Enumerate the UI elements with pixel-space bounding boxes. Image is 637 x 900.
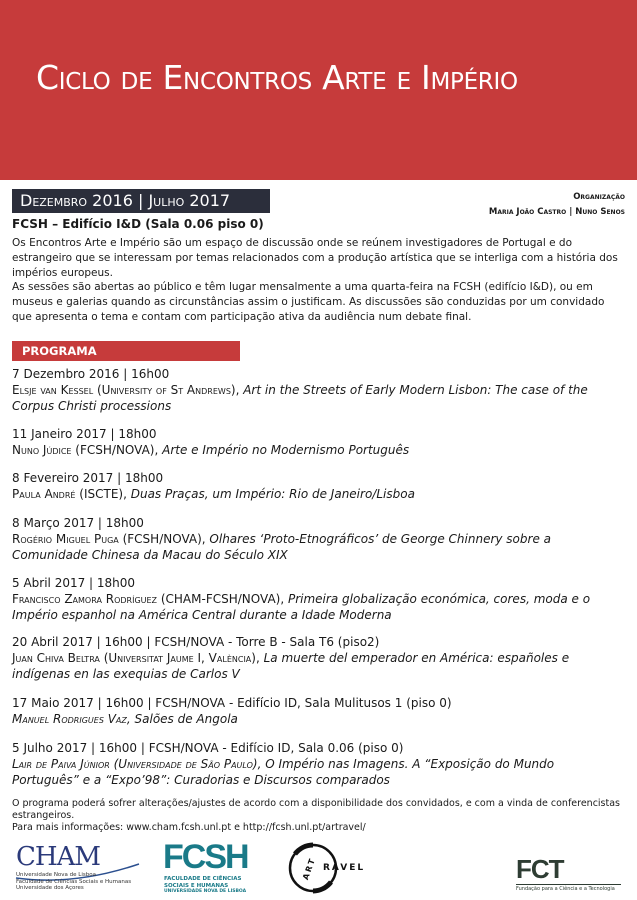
fcsh-logo-name: FCSH [163,838,248,876]
fcsh-line2: SOCIAIS E HUMANAS [164,882,229,889]
session-speaker: Manuel Rodrigues Vaz, [12,712,131,726]
fcsh-logo-text [164,876,246,896]
session-speaker: Elsje van Kessel (University of St Andrews), [12,383,240,397]
venue: FCSH – Edifício I&D (Sala 0.06 piso 0) [12,217,264,231]
artravel-logo-right: RAVEL [323,863,366,873]
page-title: Ciclo de Encontros Arte e Império [36,58,518,97]
session-title: Arte e Império no Modernismo Português [162,443,410,457]
session-item [12,695,624,727]
cham-line1: Universidade Nova de Lisboa [16,872,96,878]
session-date: 5 Julho 2017 | 16h00 | FCSH/NOVA - Edifício ID, Sala 0.06 (piso 0) [12,741,404,755]
session-item [12,426,624,458]
session-title: Duas Praças, um Império: Rio de Janeiro/Lisboa [130,487,415,501]
artravel-logo [287,842,387,894]
session-title: Primeira globalização económica, cores, moda e o Império espanhol na América Central durante a Idade Moderna [12,592,591,622]
session-title: Olhares ‘Proto-Etnográficos’ de George Chinnery sobre a Comunidade Chinesa da Macau do Século XIX [12,532,551,562]
session-title: Salões de Angola [134,712,238,726]
session-date: 8 Fevereiro 2017 | 18h00 [12,471,164,485]
cham-logo-text [16,872,131,892]
session-title: O Império nas Imagens. A “Exposição do Mundo Português” e a “Expo’98”: Curadorias e Discursos comparados [12,757,555,787]
programa-heading: PROGRAMA [12,341,240,361]
fct-logo [516,856,626,894]
artravel-logo-left: ART [301,855,318,882]
session-title: La muerte del emperador en América: españoles e indígenas en las exequias de Carlos V [12,651,570,681]
header-banner [0,0,637,180]
fcsh-line1: FACULDADE DE CIÊNCIAS [164,876,242,882]
session-item [12,634,624,682]
session-item [12,366,624,414]
cham-logo [14,842,144,894]
session-item [12,470,624,502]
fct-logo-text: Fundação para a Ciência e a Tecnologia [516,886,615,892]
session-date: 7 Dezembro 2016 | 16h00 [12,367,170,381]
organization-label: Organização [573,192,625,202]
organization-names: Maria João Castro | Nuno Senos [488,207,625,217]
fcsh-line3: UNIVERSIDADE NOVA DE LISBOA [164,889,247,894]
footer-info: Para mais informações: www.cham.fcsh.unl.pt e http://fcsh.unl.pt/artravel/ [12,822,366,833]
session-date: 5 Abril 2017 | 18h00 [12,576,136,590]
session-speaker: Lair de Paiva Júnior (Universidade de São Paulo), [12,757,262,771]
fct-logo-name: FCT [516,854,564,884]
intro-paragraph-1: Os Encontros Arte e Império são um espaço de discussão onde se reúnem investigadores de Portugal e do estrangeiro que se interessam por temas relacionados com a produção artística que se interliga com a história dos impérios europeus. [12,237,618,279]
session-item [12,740,624,788]
fct-divider [516,884,621,885]
fcsh-logo [163,838,249,896]
session-speaker: Nuno Júdice (FCSH/NOVA), [12,443,159,457]
cham-logo-name: CHAM [16,842,100,872]
session-speaker: Juan Chiva Beltra (Universitat Jaume I, València), [12,651,260,665]
session-date: 17 Maio 2017 | 16h00 | FCSH/NOVA - Edifício ID, Sala Mulitusos 1 (piso 0) [12,696,452,710]
organization-block [489,190,625,220]
period-box: Dezembro 2016 | Julho 2017 [12,189,270,213]
session-date: 8 Março 2017 | 18h00 [12,516,144,530]
session-date: 11 Janeiro 2017 | 18h00 [12,427,157,441]
session-date: 20 Abril 2017 | 16h00 | FCSH/NOVA - Torre B - Sala T6 (piso2) [12,635,380,649]
session-item [12,515,624,563]
session-item [12,575,624,623]
session-title: Art in the Streets of Early Modern Lisbon: The case of the Corpus Christi processions [12,383,588,413]
cham-line3: Universidade dos Açores [16,885,84,891]
session-speaker: Francisco Zamora Rodríguez (CHAM-FCSH/NOVA), [12,592,285,606]
session-speaker: Paula André (ISCTE), [12,487,127,501]
intro-paragraph-2: As sessões são abertas ao público e têm lugar mensalmente a uma quarta-feira na FCSH (edifício I&D), ou em museus e galerias quando as circunstâncias assim o justificam. As discussões são conduzidas por um convidado que apresenta o tema e contam com participação ativa da audiência num debate final. [12,281,605,323]
footer-note: O programa poderá sofrer alterações/ajustes de acordo com a disponibilidade dos convidados, e com a vinda de conferencistas estrangeiros. [12,798,620,821]
cham-line2: Faculdade de Ciências Sociais e Humanas [16,878,132,885]
session-speaker: Rogério Miguel Puga (FCSH/NOVA), [12,532,206,546]
